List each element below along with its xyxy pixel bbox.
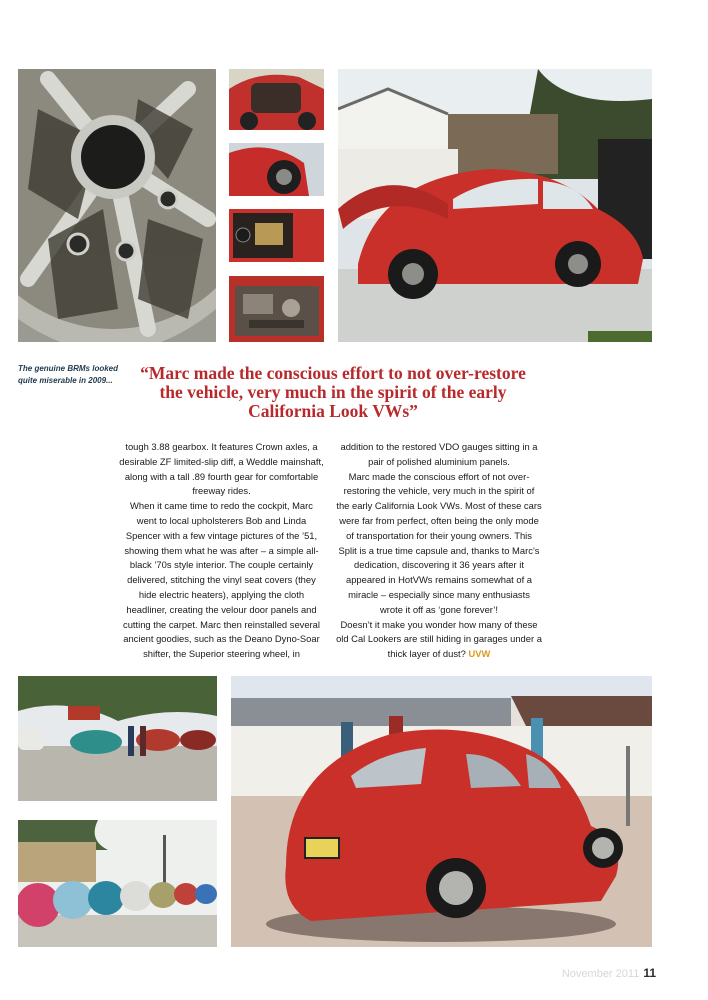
end-mark: UVW: [468, 648, 491, 660]
body-paragraph: When it came time to redo the cockpit, Marc went to local upholsterers Bob and Linda Spencer with a few vintage pictures of the ’51, showing them what he was after – a simple all-black ’70s style interior. The couple certainly delivered, stitching the vinyl seat covers (they hide electric heaters), applying the cloth headliner, creating the velour door panels and cutting the carpet. Marc then reinstalled several ancient goodies, such as the Deano Dyno-Soar shifter, the Superior steering wheel, in: [123, 500, 320, 660]
body-paragraph-text: Doesn’t it make you wonder how many of these old Cal Lookers are still hiding in garages under a thick layer of dust?: [336, 618, 542, 660]
photo-brm-wheel: [18, 69, 216, 342]
folio-date: November 2011: [561, 968, 640, 980]
photo-dashboard: [229, 209, 324, 262]
page-folio: [562, 966, 656, 980]
photo-front-fender: [229, 143, 324, 196]
photo-car-show-lot: [18, 676, 217, 801]
pull-quote: “Marc made the conscious effort to not over-restore the vehicle, very much in the spirit of the early California Look VWs”: [140, 363, 526, 421]
photo-engine-detail: [229, 276, 324, 342]
body-paragraph: addition to the restored VDO gauges sitting in a pair of polished aluminium panels.: [340, 441, 538, 467]
page-number: 11: [643, 966, 656, 980]
body-paragraph: Marc made the conscious effort of not over-restoring the vehicle, very much in the spirit of the early California Look VWs. Most of these cars were far from perfect, often being the only mode of transportation for their young owners. This Split is a true time capsule and, thanks to Marc’s dedication, discovering it 36 years after it appeared in HotVWs remains somewhat of a miracle – especially since many enthusiasts wrote it off as ‘gone forever’!: [336, 470, 542, 615]
body-column-2: [336, 440, 542, 662]
photo-caption: The genuine BRMs looked quite miserable in 2009...: [18, 364, 119, 385]
photo-beetles-lineup: [18, 820, 217, 947]
body-paragraph-final: [336, 618, 542, 662]
body-paragraph: tough 3.88 gearbox. It features Crown axles, a desirable ZF limited-slip diff, a Weddle mainshaft, along with a tall .89 fourth gear for comfortable freeway rides.: [119, 441, 324, 497]
photo-red-beetle-stadium: [231, 676, 652, 947]
photo-engine-bay-rear: [229, 69, 324, 130]
body-column-1: [119, 440, 324, 662]
photo-red-beetle-driveway: [338, 69, 652, 342]
